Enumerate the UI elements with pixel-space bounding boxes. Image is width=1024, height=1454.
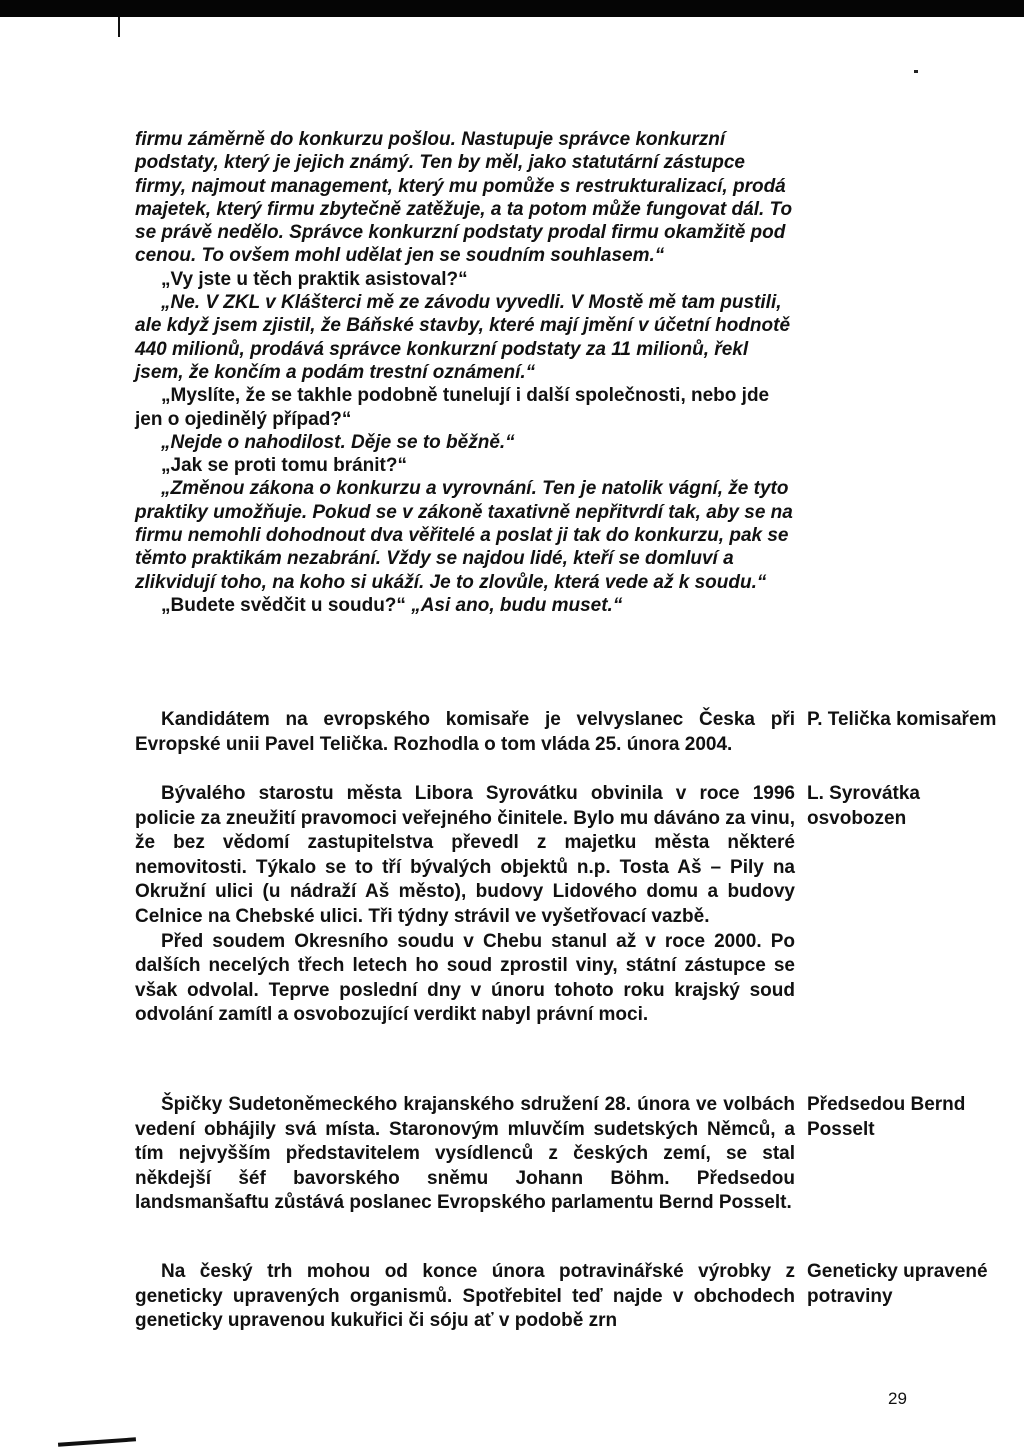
scan-artifact: [118, 17, 120, 37]
news-paragraph: Špičky Sudetoněmeckého krajanského sdružení 28. února ve volbách vedení obhájily svá místa. Staronovým mluvčím sudetských Němců, a tím nejvyšším představitelem vysídlenců z českých zemí, se stal někdejší šéf bavorského sněmu Johann Böhm. Předsedou landsmanšaftu zůstává poslanec Evropského parlamentu Bernd Posselt.: [135, 1094, 795, 1214]
margin-note: Předsedou Bernd Posselt: [807, 1094, 966, 1140]
margin-note: Geneticky upravené potraviny: [807, 1261, 988, 1307]
interview-answer: „Ne. V ZKL v Klášterci mě ze závodu vyvedli. V Mostě mě tam pustili, ale když jsem zjistil, že Báňské stavby, které mají jmění v účetní hodnotě 440 milionů, prodává správce konkurzní podstaty za 11 milionů, řekl jsem, že končím a podám trestní oznámení.“: [135, 292, 791, 383]
interview-question: „Myslíte, že se takhle podobně tunelují i další společnosti, nebo jde jen o ojedinělý případ?“: [135, 385, 770, 430]
interview-question: „Vy jste u těch praktik asistoval?“: [161, 268, 468, 290]
news-paragraph: Na český trh mohou od konce února potravinářské výrobky z geneticky upravených organismů. Spotřebitel teď najde v obchodech geneticky upravenou kukuřici či sóju ať v podobě zrn: [135, 1261, 795, 1332]
news-paragraph: Bývalého starostu města Libora Syrovátku obvinila v roce 1996 policie za zneužití pravomoci veřejného činitele. Bylo mu dáváno za vinu, že bez vědomí zastupitelstva převedl z majetku města některé nemovitosti. Týkalo se to tří bývalých objektů n.p. Tosta Aš – Pily na Okružní ulici (u nádraží Aš město), budovy Lidového domu a budovy Celnice na Chebské ulici. Tři týdny strávil ve vyšetřovací vazbě.: [135, 783, 795, 927]
news-item-telicka: [135, 708, 795, 757]
interview-answer: „Změnou zákona o konkurzu a vyrovnání. Ten je natolik vágní, že tyto praktiky umožňuje. Pokud se v zákoně taxativně nepřitvrdí tak, aby se na firmu nemohli dohodnout dva věřitelé a poslat ji tak do konkurzu, pak se těmto praktikám nezabrání. Vždy se najdou lidé, kteří se domluví a zlikvidují toho, na koho si ukáží. Je to zlovůle, která vede až k soudu.“: [135, 478, 793, 593]
interview-exchange: [135, 594, 795, 617]
interview-answer: „Asi ano, budu muset.“: [411, 594, 623, 616]
scan-artifact: [914, 70, 918, 73]
interview-answer: „Nejde o nahodilost. Děje se to běžně.“: [161, 431, 515, 453]
news-item-gmo: [135, 1260, 795, 1334]
interview-section: [135, 128, 795, 617]
news-paragraph: Kandidátem na evropského komisaře je velvyslanec Česka při Evropské unii Pavel Telička. Rozhodla o tom vláda 25. února 2004.: [135, 709, 795, 755]
interview-question: „Jak se proti tomu bránit?“: [161, 455, 407, 477]
margin-note: P. Telička komisařem: [807, 709, 997, 730]
interview-answer: firmu záměrně do konkurzu pošlou. Nastupuje správce konkurzní podstaty, který je jejich známý. Ten by měl, jako statutární zástupce firmy, najmout management, který mu pomůže s restrukturalizací, prodá majetek, který firmu zbytečně zatěžuje, a ta potom může fungovat dál. To se právě nedělo. Správce konkurzní podstaty prodal firmu okamžitě pod cenou. To ovšem mohl udělat jen se soudním souhlasem.“: [135, 129, 793, 267]
scan-top-edge: [0, 0, 1024, 17]
page-number: 29: [888, 1389, 907, 1408]
scan-artifact: [58, 1437, 136, 1446]
margin-note: L. Syrovátka osvobozen: [807, 783, 920, 829]
news-paragraph: Před soudem Okresního soudu v Chebu stanul až v roce 2000. Po dalších necelých třech letech ho soud zprostil viny, státní zástupce se však odvolal. Teprve poslední dny v únoru tohoto roku krajský soud odvolání zamítl a osvobozující verdikt nabyl právní moci.: [135, 930, 795, 1026]
news-item-sudeten: [135, 1093, 795, 1216]
news-item-syrovatka: [135, 782, 795, 1028]
interview-question: „Budete svědčit u soudu?“: [161, 594, 406, 616]
